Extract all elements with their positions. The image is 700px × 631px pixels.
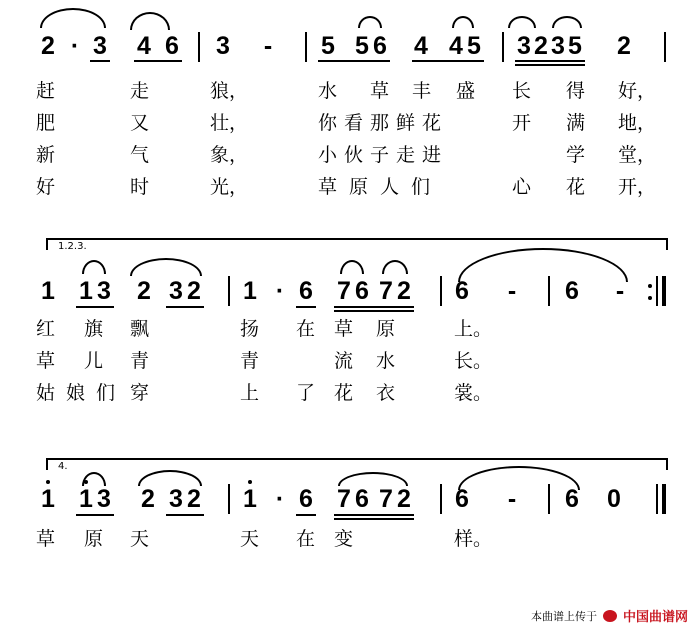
slur — [340, 260, 364, 274]
site-logo-icon — [603, 610, 617, 622]
slur — [358, 16, 382, 28]
underline — [334, 514, 414, 516]
note-dot: · — [275, 277, 285, 305]
underline — [515, 60, 585, 62]
note: 7 — [337, 277, 351, 305]
system-1: 2 · 3 4 6 3 - 5 5 6 4 4 5 3 2 3 5 2 赶 走 狼， 水 草 丰 盛 长 得 好， 肥 又 壮， 你看那鲜花 开 满 地， 新 气 象， 小伙子走进 学 堂， 好 时 光， 草原人们 心 花 开， — [0, 0, 700, 230]
barline — [305, 32, 307, 62]
note: 6 — [455, 277, 469, 305]
underline — [166, 514, 204, 516]
volta-bracket — [46, 458, 668, 470]
slur — [552, 16, 582, 28]
note: 6 — [373, 32, 387, 60]
note: 1 — [79, 485, 93, 513]
note: 6 — [165, 32, 179, 60]
underline — [334, 306, 414, 308]
note: 5 — [467, 32, 481, 60]
final-barline — [656, 484, 658, 514]
high-octave-dot — [248, 480, 252, 484]
slur — [508, 16, 536, 28]
note-dash: - — [507, 277, 517, 305]
note: 6 — [565, 277, 579, 305]
barline — [440, 484, 442, 514]
note: 6 — [299, 277, 313, 305]
note: 7 — [379, 485, 393, 513]
note: 3 — [97, 485, 111, 513]
note: 6 — [355, 485, 369, 513]
note: 2 — [187, 485, 201, 513]
repeat-dot — [648, 296, 652, 300]
underline — [334, 310, 414, 312]
underline — [76, 306, 114, 308]
note: 5 — [321, 32, 335, 60]
note: 7 — [337, 485, 351, 513]
note: 4 — [449, 32, 463, 60]
volta-label: 1.2.3. — [58, 241, 87, 252]
note: 1 — [243, 485, 257, 513]
underline — [166, 306, 204, 308]
note: 5 — [568, 32, 582, 60]
note: 2 — [397, 277, 411, 305]
note: 7 — [379, 277, 393, 305]
note: 3 — [97, 277, 111, 305]
note: 6 — [299, 485, 313, 513]
note-dash: - — [507, 485, 517, 513]
note-dash: - — [263, 32, 273, 60]
underline — [318, 60, 390, 62]
repeat-dot — [648, 284, 652, 288]
note: 2 — [137, 277, 151, 305]
note-rest: 0 — [607, 485, 621, 513]
footer-text: 本曲谱上传于 — [530, 609, 597, 623]
underline — [296, 514, 316, 516]
note-dash: - — [615, 277, 625, 305]
underline — [134, 60, 182, 62]
barline — [228, 484, 230, 514]
barline — [502, 32, 504, 62]
underline — [76, 514, 114, 516]
note: 2 — [534, 32, 548, 60]
slur — [40, 8, 106, 28]
barline — [440, 276, 442, 306]
system-2: 1.2.3. 1 1 3 2 3 2 1 · 6 7 6 7 2 6 - 6 - 红 旗 飘 扬 在 草 原 上。 草 儿 青 青 流 水 长。 姑 娘 们 穿 上 了 花 衣 裳。 — [0, 230, 700, 430]
volta-label: 4. — [58, 461, 68, 472]
high-octave-dot — [46, 480, 50, 484]
underline — [296, 306, 316, 308]
volta-bracket — [46, 238, 668, 250]
note: 1 — [243, 277, 257, 305]
note: 3 — [169, 277, 183, 305]
slur — [138, 470, 202, 486]
note: 4 — [414, 32, 428, 60]
note: 5 — [355, 32, 369, 60]
note: 3 — [517, 32, 531, 60]
slur — [382, 260, 408, 274]
underline — [412, 60, 484, 62]
slur — [130, 12, 170, 30]
note-dot: · — [275, 485, 285, 513]
system-3: 4. 1 1 3 2 3 2 1 · 6 7 6 7 2 6 - 6 0 草 原 天 天 在 变 样。 — [0, 450, 700, 570]
note: 2 — [617, 32, 631, 60]
high-octave-dot — [84, 480, 88, 484]
underline — [90, 60, 110, 62]
barline — [548, 484, 550, 514]
site-logo-text[interactable]: 中国曲谱网 — [622, 610, 688, 625]
barline — [198, 32, 200, 62]
note: 2 — [41, 32, 55, 60]
slur — [82, 260, 106, 274]
note: 6 — [565, 485, 579, 513]
barline — [548, 276, 550, 306]
slur — [452, 16, 474, 28]
note-dot: · — [70, 32, 80, 60]
note: 3 — [216, 32, 230, 60]
slur — [338, 472, 408, 486]
repeat-barline-thick — [662, 276, 666, 306]
underline — [515, 64, 585, 66]
note: 3 — [169, 485, 183, 513]
slur — [458, 248, 628, 282]
repeat-barline — [656, 276, 658, 306]
note: 2 — [187, 277, 201, 305]
note: 6 — [455, 485, 469, 513]
footer — [531, 606, 688, 625]
note: 1 — [41, 277, 55, 305]
note: 4 — [137, 32, 151, 60]
note: 2 — [141, 485, 155, 513]
note: 3 — [551, 32, 565, 60]
slur — [130, 258, 202, 276]
barline — [228, 276, 230, 306]
note: 3 — [93, 32, 107, 60]
barline — [664, 32, 666, 62]
note: 1 — [79, 277, 93, 305]
underline — [334, 518, 414, 520]
note: 6 — [355, 277, 369, 305]
note: 2 — [397, 485, 411, 513]
note: 1 — [41, 485, 55, 513]
final-barline-thick — [662, 484, 666, 514]
